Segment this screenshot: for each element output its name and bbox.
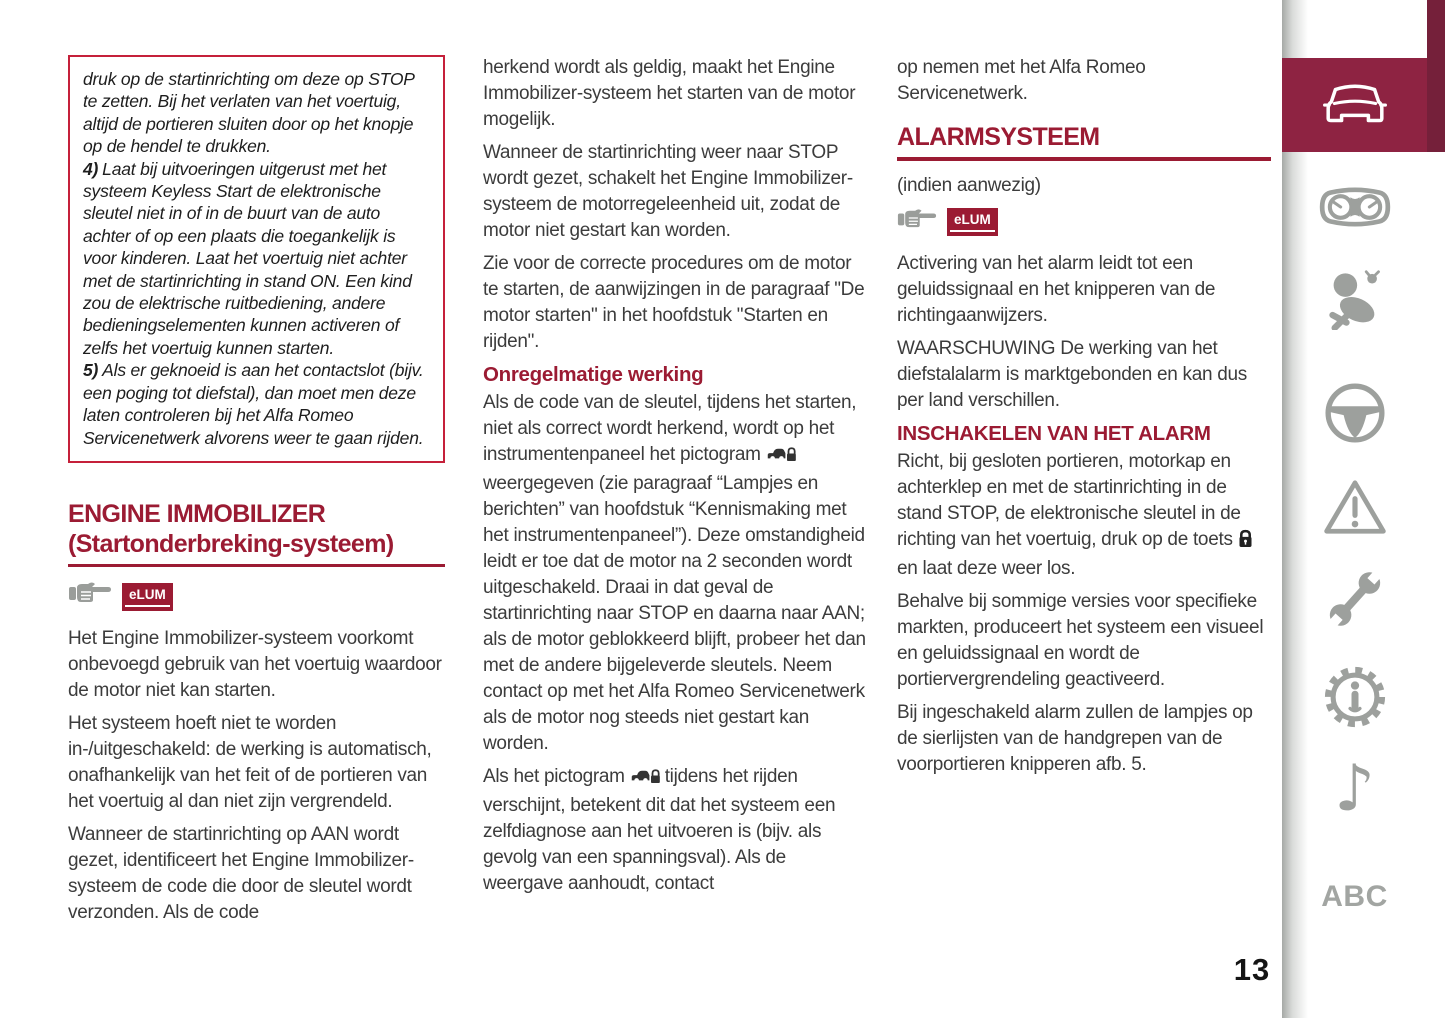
warning-item-text: Als er geknoeid is aan het contactslot (bijv. een poging tot diefstal), dan moet men deze laten controleren bij het Alfa Romeo Servicenetwerk alvorens weer te gaan rijden. [83, 360, 424, 448]
car-front-icon [1322, 77, 1388, 134]
column-middle [483, 55, 869, 904]
music-note-icon: ♪ [1334, 752, 1375, 826]
paragraph: Als de code van de sleutel, tijdens het starten, niet als correct wordt herkend, wordt op het instrumentenpaneel het pictogramweergegeven (zie paragraaf “Lampjes en berichten” van hoofdstuk “Kennismaking met het instrumentenpaneel”). Deze omstandigheid leidt er toe dat de motor na 2 seconden wordt uitgeschakeld. Draai in dat geval de startinrichting naar STOP en daarna naar AAN; als de motor geblokkeerd blijft, probeer het dan met de andere bijgeleverde sleutels. Neem contact op met het Alfa Romeo Servicenetwerk als de motor nog steeds niet gestart kan worden. [483, 392, 866, 754]
warning-item-4 [83, 158, 430, 360]
page-number: 13 [1233, 952, 1271, 987]
availability-note: (indien aanwezig) [897, 174, 1041, 196]
chapter-corner-strip [1427, 0, 1445, 152]
column-right [897, 55, 1271, 785]
wrench-icon [1321, 622, 1389, 639]
sidebar-tab-index[interactable] [1282, 880, 1427, 914]
warning-item-number: 5) [83, 360, 99, 381]
sidebar-tab[interactable] [1282, 563, 1427, 640]
paragraph: Het systeem hoeft niet te worden in-/uitgeschakeld: de werking is automatisch, onafhankelijk van het feit of de portieren van het voertuig al dan niet zijn vergrendeld. [68, 713, 432, 813]
sidebar-tab[interactable] [1282, 752, 1427, 826]
paragraph: Zie voor de correcte procedures om de motor te starten, de aanwijzingen in de paragraaf "De motor starten" in het hoofdstuk "Starten en rijden". [483, 253, 865, 352]
sidebar-tab-active[interactable] [1282, 58, 1427, 152]
sidebar-tab[interactable] [1282, 268, 1427, 335]
warning-intro: druk op de startinrichting om deze op STOP te zetten. Bij het verlaten van het voertuig, altijd de portieren sluiten door op het knopje op de hendel te drukken. [83, 69, 415, 157]
elum-reference-row [68, 579, 445, 614]
car-lock-pictogram-icon [630, 767, 660, 793]
paragraph: herkend wordt als geldig, maakt het Engine Immobilizer-systeem het starten van de motor mogelijk. [483, 57, 856, 130]
paragraph: Als het pictogram tijdens het rijden verschijnt, betekent dit dat het systeem een zelfdiagnose aan het uitvoeren is (bijv. als gevolg van een spanningsval). Als de weergave aanhoudt, contact [483, 766, 836, 894]
abc-index-label: ABC [1321, 880, 1388, 913]
car-lock-pictogram-icon [766, 445, 796, 471]
instrument-cluster-icon [1316, 217, 1394, 234]
airbag-person-icon [1324, 317, 1386, 334]
section-title-rule [68, 564, 445, 568]
gear-info-icon [1320, 719, 1390, 736]
paragraph: Richt, bij gesloten portieren, motorkap en achterklep en met de startinrichting in de stand STOP, de elektronische sleutel in de richting van het voertuig, druk op de toetsen laat deze weer los. [897, 449, 1271, 582]
elum-book-icon: eLUM [947, 208, 998, 236]
warning-item-5 [83, 359, 430, 449]
pointing-hand-icon [897, 206, 937, 239]
section-title-alarm: ALARMSYSTEEM [897, 123, 1100, 151]
paragraph: Activering van het alarm leidt tot een geluidssignaal en het knipperen van de richtingaanwijzers. [897, 252, 1216, 326]
paragraph: Het Engine Immobilizer-systeem voorkomt onbevoegd gebruik van het voertuig waardoor de motor niet kan starten. [68, 628, 442, 702]
elum-book-icon: eLUM [122, 583, 173, 611]
subheading-irregular-operation: Onregelmatige werking [483, 363, 704, 386]
warning-item-text: Laat bij uitvoeringen uitgerust met het systeem Keyless Start de elektronische sleutel niet in of in de buurt van de auto achter of op een plaats die toegankelijk is voor kinderen. Laat het voertuig niet achter met de startinrichting in stand ON. Een kind zou de elektrische ruitbediening, andere bedieningselementen kunnen activeren of zelfs het voertuig kunnen starten. [83, 158, 412, 358]
paragraph: Behalve bij sommige versies voor specifieke markten, produceert het systeem een visueel en geluidssignaal en wordt de portiervergrendeling geactiveerd. [897, 590, 1264, 690]
sidebar-tab[interactable] [1282, 662, 1427, 737]
paragraph: WAARSCHUWING De werking van het diefstalalarm is marktgebonden en kan dus per land verschillen. [897, 337, 1247, 411]
subheading-arming-alarm: INSCHAKELEN VAN HET ALARM [897, 421, 1211, 445]
paragraph: Bij ingeschakeld alarm zullen de lampjes op de sierlijsten van de handgrepen van de voorportieren knipperen afb. 5. [897, 701, 1253, 775]
paragraph: Wanneer de startinrichting weer naar STOP wordt gezet, schakelt het Engine Immobilizer-systeem de motorregeleenheid uit, zodat de motor niet gestart kan worden. [483, 142, 853, 241]
section-title-rule [897, 157, 1271, 161]
warning-item-number: 4) [83, 158, 99, 179]
warning-triangle-icon [1322, 525, 1388, 542]
section-title-engine-immobilizer: ENGINE IMMOBILIZER (Startonderbreking-systeem) [68, 499, 394, 558]
column-left [68, 55, 445, 933]
chapter-tab-sidebar [1282, 0, 1445, 1018]
sidebar-tab[interactable] [1282, 476, 1427, 543]
paragraph: Wanneer de startinrichting op AAN wordt gezet, identificeert het Engine Immobilizer-systeem de code die door de sleutel wordt verzonden. Als de code [68, 824, 414, 924]
elum-reference-row [897, 206, 1271, 239]
warning-note-box [68, 55, 445, 463]
steering-wheel-icon [1323, 432, 1387, 449]
pointing-hand-icon [68, 579, 112, 614]
paragraph: op nemen met het Alfa Romeo Servicenetwerk. [897, 57, 1146, 104]
lock-button-icon [1238, 529, 1253, 556]
sidebar-tab[interactable] [1282, 381, 1427, 450]
sidebar-tab[interactable] [1282, 184, 1427, 235]
